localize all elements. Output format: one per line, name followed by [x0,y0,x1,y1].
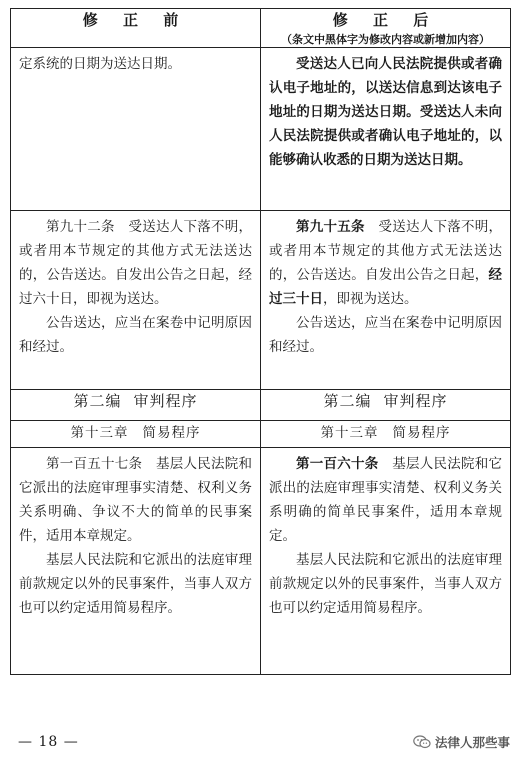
watermark [413,733,510,751]
part-heading-before: 第二编 审判程序 [11,390,261,421]
paragraph: 受送达人已向人民法院提供或者确认电子地址的，以送达信息到达该电子地址的日期为送达日期。受送达人未向人民法院提供或者确认电子地址的，以能够确认收悉的日期为送达日期。 [269,56,502,168]
paragraph: 基层人民法院和它派出的法庭审理前款规定以外的民事案件，当事人双方也可以约定适用简易程序。 [269,552,502,616]
after-cell [261,48,511,211]
paragraph: 公告送达，应当在案卷中记明原因和经过。 [19,315,252,355]
paragraph: 第一百六十条 基层人民法院和它派出的法庭审理事实清楚、权利义务关系明确的简单民事案件，适用本章规定。 [269,456,502,544]
paragraph: 第一百五十七条 基层人民法院和它派出的法庭审理事实清楚、权利义务关系明确、争议不大的简单的民事案件，适用本章规定。 [19,456,252,544]
before-cell [11,448,261,675]
wechat-icon [413,735,431,749]
article-number: 第一百六十条 [296,456,379,472]
part-heading-after: 第二编 审判程序 [261,390,511,421]
chapter-heading-after: 第十三章 简易程序 [261,421,511,448]
before-cell [11,211,261,390]
paragraph: 基层人民法院和它派出的法庭审理前款规定以外的民事案件，当事人双方也可以约定适用简易程序。 [19,552,252,616]
before-cell [11,48,261,211]
comparison-table [10,8,511,675]
chapter-heading-before: 第十三章 简易程序 [11,421,261,448]
after-cell [261,448,511,675]
amended-text: 经过三十日 [269,267,502,307]
table-row [11,48,511,211]
page-number: — 18 — [18,734,79,750]
header-after-note: （条文中黑体字为修改内容或新增加内容） [281,33,490,46]
table-row [11,448,511,675]
header-after: 修 正 后 （条文中黑体字为修改内容或新增加内容） [261,9,511,48]
header-before: 修 正 前 [11,9,261,48]
paragraph: 第九十五条 受送达人下落不明，或者用本节规定的其他方式无法送达的，公告送达。自发出公告之日起，经过三十日，即视为送达。 [269,219,502,307]
table-header-row [11,9,511,48]
chapter-heading-row [11,421,511,448]
watermark-text: 法律人那些事 [434,735,510,750]
part-heading-row [11,390,511,421]
paragraph: 定系统的日期为送达日期。 [19,56,181,72]
table-row [11,211,511,390]
after-cell [261,211,511,390]
paragraph: 第九十二条 受送达人下落不明，或者用本节规定的其他方式无法送达的，公告送达。自发出公告之日起，经过六十日，即视为送达。 [19,219,252,307]
article-number: 第九十五条 [296,219,365,235]
paragraph: 公告送达，应当在案卷中记明原因和经过。 [269,315,502,355]
